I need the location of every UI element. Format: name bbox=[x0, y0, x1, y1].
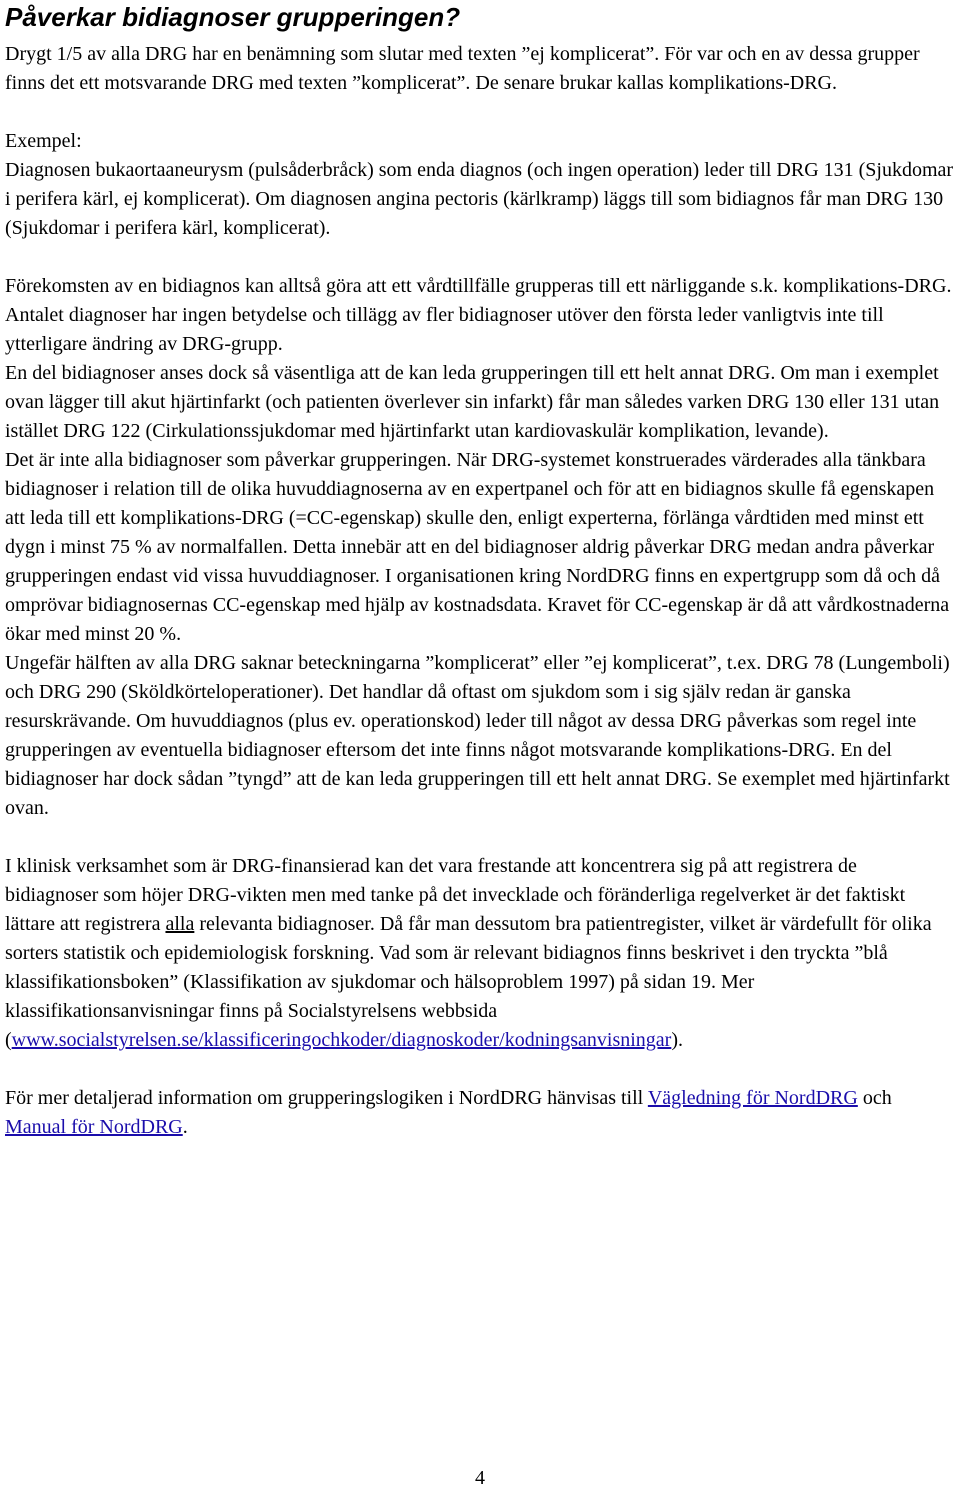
reference-paragraph bbox=[5, 1084, 955, 1142]
spacer bbox=[5, 98, 955, 127]
body-paragraph-3: Det är inte alla bidiagnoser som påverkar grupperingen. När DRG-systemet konstruerades värderades alla tänkbara bidiagnoser i relation till de olika huvuddiagnoserna av en expertpanel och för att en bidiagnos skulle få egenskapen att leda till ett komplikations-DRG (=CC-egenskap) skulle den, enligt experterna, förlänga vårdtiden med minst ett dygn i minst 75 % av normalfallen. Detta innebär att en del bidiagnoser aldrig påverkar DRG medan andra påverkar grupperingen endast vid vissa huvuddiagnoser. I organisationen kring NordDRG finns en expertgrupp som då och då omprövar bidiagnosernas CC-egenskap med hjälp av kostnadsdata. Kravet för CC-egenskap är då att vårdkostnaderna ökar med minst 20 %. bbox=[5, 449, 950, 645]
reference-text-1: För mer detaljerad information om grupperingslogiken i NordDRG hänvisas till bbox=[5, 1087, 648, 1109]
reference-text-3: . bbox=[182, 1116, 188, 1138]
page-number: 4 bbox=[475, 1467, 485, 1489]
vagledning-link[interactable]: Vägledning för NordDRG bbox=[647, 1087, 858, 1109]
intro-paragraph: Drygt 1/5 av alla DRG har en benämning som slutar med texten ”ej komplicerat”. För var och en av dessa grupper finns det ett motsvarande DRG med texten ”komplicerat”. De senare brukar kallas komplikations-DRG. bbox=[5, 43, 920, 94]
socialstyrelsen-link[interactable]: www.socialstyrelsen.se/klassificeringochkoder/diagnoskoder/kodningsanvisningar bbox=[11, 1029, 672, 1051]
body-paragraph-2: En del bidiagnoser anses dock så väsentliga att de kan leda grupperingen till ett helt annat DRG. Om man i exemplet ovan lägger till akut hjärtinfarkt (och patienten överlever sin infarkt) får man således varken DRG 130 eller 131 utan istället DRG 122 (Cirkulationssjukdomar med hjärtinfarkt utan kardiovaskulär komplikation, levande). bbox=[5, 362, 940, 442]
reference-text-2: och bbox=[857, 1087, 892, 1109]
document-page bbox=[5, 0, 955, 1142]
clinical-text-3: ). bbox=[671, 1029, 684, 1051]
clinical-paragraph bbox=[5, 852, 955, 1055]
clinical-text-1: I klinisk verksamhet som är DRG-finansierad kan det vara frestande att koncentrera sig på att registrera de bidiagnoser som höjer DRG-vikten men med tanke på det invecklade och föränderliga regelverket är det faktiskt lättare att registrera bbox=[5, 855, 906, 935]
section-heading: Påverkar bidiagnoser grupperingen? bbox=[5, 2, 461, 32]
manual-link[interactable]: Manual för NordDRG bbox=[5, 1116, 183, 1138]
example-paragraph: Diagnosen bukaortaaneurysm (pulsåderbråck) som enda diagnos (och ingen operation) leder till DRG 131 (Sjukdomar i perifera kärl, ej komplicerat). Om diagnosen angina pectoris (kärlkramp) läggs till som bidiagnos får man DRG 130 (Sjukdomar i perifera kärl, komplicerat). bbox=[5, 159, 954, 239]
spacer bbox=[5, 823, 955, 852]
clinical-text-2: relevanta bidiagnoser. Då får man dessutom bra patientregister, vilket är värdefullt för olika sorters statistik och epidemiologisk forskning. Vad som är relevant bidiagnos finns beskrivet i den tryckta ”blå klassifikationsboken” (Klassifikation av sjukdomar och hälsoproblem 1997) på sidan 19. Mer klassifikationsanvisningar finns på Socialstyrelsens webbsida ( bbox=[5, 913, 932, 1051]
body-paragraph-1: Förekomsten av en bidiagnos kan alltså göra att ett vårdtillfälle grupperas till ett närliggande s.k. komplikations-DRG. Antalet diagnoser har ingen betydelse och tillägg av fler bidiagnoser utöver den första leder vanligtvis inte till ytterligare ändring av DRG-grupp. bbox=[5, 275, 952, 355]
clinical-emphasis: alla bbox=[165, 913, 195, 935]
spacer bbox=[5, 243, 955, 272]
body-paragraph-4: Ungefär hälften av alla DRG saknar beteckningarna ”komplicerat” eller ”ej komplicerat”, t.ex. DRG 78 (Lungemboli) och DRG 290 (Sköldkörteloperationer). Det handlar då oftast om sjukdom som i sig själv redan är ganska resurskrävande. Om huvuddiagnos (plus ev. operationskod) leder till något av dessa DRG påverkas som regel inte grupperingen av eventuella bidiagnoser eftersom det inte finns något motsvarande komplikations-DRG. En del bidiagnoser har dock sådan ”tyngd” att de kan leda grupperingen till ett helt annat DRG. Se exemplet med hjärtinfarkt ovan. bbox=[5, 652, 950, 819]
spacer bbox=[5, 1055, 955, 1084]
example-label: Exempel: bbox=[5, 130, 82, 152]
